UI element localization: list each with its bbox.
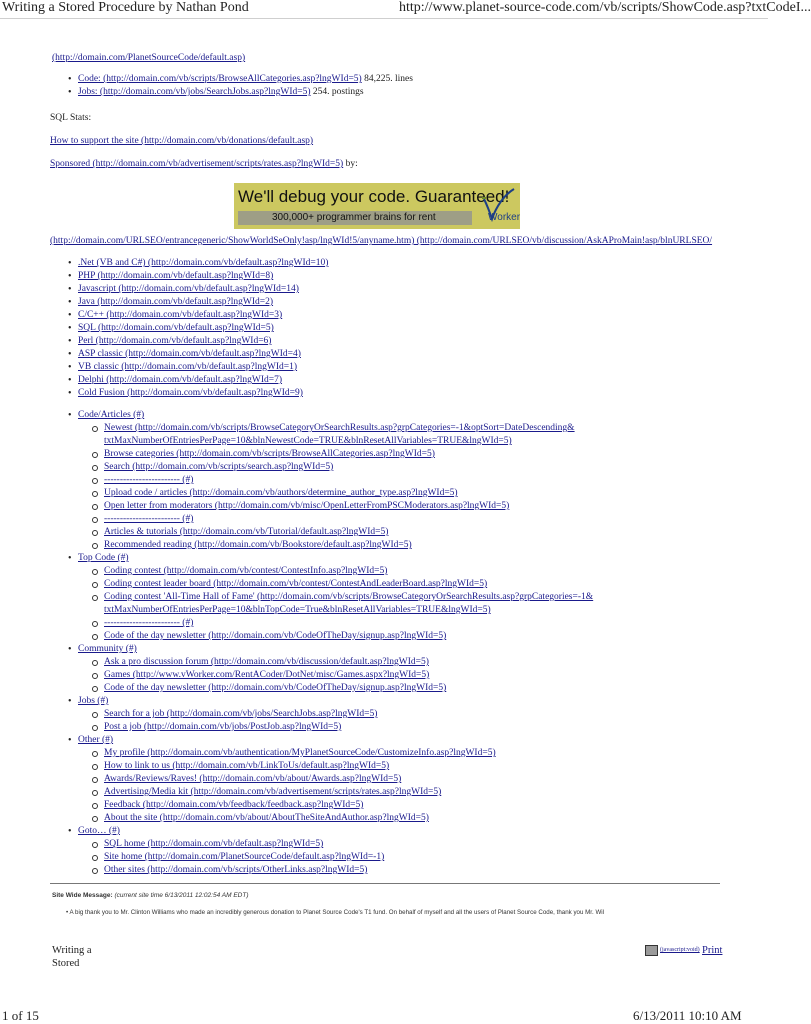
menu-item — [50, 591, 760, 617]
menu-group — [50, 825, 760, 877]
banner-subline: 300,000+ programmer brains for rent — [272, 212, 436, 223]
menu-item-link[interactable]: Coding contest (http://domain.com/vb/contest/ContestInfo.asp?lngWId=5) — [104, 566, 388, 576]
menu-group — [50, 643, 760, 695]
menu-item — [50, 682, 760, 695]
menu-group-link[interactable]: Community (#) — [78, 644, 137, 654]
menu-sublist — [50, 708, 760, 734]
menu-item-link[interactable]: ------------------------ (#) — [104, 618, 194, 628]
menu-sublist — [50, 565, 760, 643]
sponsored-row — [50, 158, 358, 171]
banner-logo-text: Worker — [488, 212, 521, 223]
menu-item-link[interactable]: SQL home (http://domain.com/vb/default.asp?lngWId=5) — [104, 839, 324, 849]
menu-item-link[interactable]: Code of the day newsletter (http://domain.com/vb/CodeOfTheDay/signup.asp?lngWId=5) — [104, 631, 447, 641]
printer-icon[interactable] — [645, 945, 658, 956]
print-javascript-link[interactable]: (javascript:void) — [660, 947, 700, 953]
document-title: Writing a Stored Procedure by Nathan Pond — [2, 0, 249, 15]
menu-item — [50, 747, 760, 760]
header-divider — [0, 18, 768, 19]
language-item — [50, 348, 750, 361]
language-item — [50, 309, 750, 322]
language-link[interactable]: Perl (http://domain.com/vb/default.asp?lngWId=6) — [78, 336, 272, 346]
menu-item — [50, 838, 760, 851]
menu-item-link[interactable]: Browse categories (http://domain.com/vb/scripts/BrowseAllCategories.asp?lngWId=5) — [104, 449, 435, 459]
language-link[interactable]: .Net (VB and C#) (http://domain.com/vb/default.asp?lngWId=10) — [78, 258, 329, 268]
urlseo-row — [50, 235, 768, 248]
menu-item-link[interactable]: Advertising/Media kit (http://domain.com/vb/advertisement/scripts/rates.asp?lngWId=5) — [104, 787, 442, 797]
menu-item-link[interactable]: Ask a pro discussion forum (http://domain.com/vb/discussion/default.asp?lngWId=5) — [104, 657, 429, 667]
language-link[interactable]: Delphi (http://domain.com/vb/default.asp?lngWId=7) — [78, 375, 283, 385]
menu-sublist — [50, 422, 760, 552]
language-item — [50, 283, 750, 296]
stat-item-jobs — [50, 86, 750, 99]
menu-item — [50, 565, 760, 578]
menu-group-link[interactable]: Goto… (#) — [78, 826, 120, 836]
urlseo-links[interactable]: (http://domain.com/URLSEO/entrancegeneric/ShowWorldSeOnly!asp/lngWId!5/anyname.htm) (http://domain.com/URLSEO/vb/discussion/AskAProMain!asp/blnURLSEO/ — [50, 236, 713, 246]
sponsored-suffix: by: — [343, 159, 358, 169]
menu-item — [50, 669, 760, 682]
menu-group — [50, 552, 760, 643]
menu-item — [50, 708, 760, 721]
language-link[interactable]: SQL (http://domain.com/vb/default.asp?lngWId=5) — [78, 323, 274, 333]
menu-item-link[interactable]: Feedback (http://domain.com/vb/feedback/feedback.asp?lngWId=5) — [104, 800, 364, 810]
menu-item-link[interactable]: txtMaxNumberOfEntriesPerPage=10&blnTopCode=True&blnResetAllVariables=TRUE&lngWId=5) — [104, 605, 491, 615]
menu-item — [50, 812, 760, 825]
banner-headline: We'll debug your code. Guaranteed! — [238, 187, 510, 206]
stat-code-count: 84,225. lines — [361, 74, 413, 84]
menu-item — [50, 786, 760, 799]
stat-jobs-link[interactable]: Jobs: (http://domain.com/vb/jobs/SearchJobs.asp?lngWId=5) — [78, 87, 311, 97]
site-menu-list — [50, 409, 760, 877]
menu-item — [50, 539, 760, 552]
menu-item — [50, 864, 760, 877]
document-url: http://www.planet-source-code.com/vb/scripts/ShowCode.asp?txtCodeI... — [399, 0, 811, 15]
menu-group-link[interactable]: Jobs (#) — [78, 696, 109, 706]
page-number: 1 of 15 — [2, 1008, 39, 1023]
menu-group — [50, 409, 760, 552]
menu-item-link[interactable]: Upload code / articles (http://domain.com/vb/authors/determine_author_type.asp?lngWId=5) — [104, 488, 458, 498]
stat-jobs-count: 254. postings — [310, 87, 364, 97]
menu-group — [50, 695, 760, 734]
menu-item-link[interactable]: ------------------------ (#) — [104, 514, 194, 524]
vworker-banner-ad[interactable] — [234, 183, 520, 229]
menu-item — [50, 500, 760, 513]
menu-item — [50, 773, 760, 786]
language-item — [50, 374, 750, 387]
language-link[interactable]: C/C++ (http://domain.com/vb/default.asp?lngWId=3) — [78, 310, 283, 320]
menu-item-link[interactable]: About the site (http://domain.com/vb/about/AboutTheSiteAndAuthor.asp?lngWId=5) — [104, 813, 429, 823]
menu-item-link[interactable]: Code of the day newsletter (http://domain.com/vb/CodeOfTheDay/signup.asp?lngWId=5) — [104, 683, 447, 693]
doc-label-line-2: Stored — [52, 958, 80, 969]
menu-item — [50, 513, 760, 526]
menu-item — [50, 656, 760, 669]
menu-item — [50, 448, 760, 461]
language-item — [50, 335, 750, 348]
language-item — [50, 361, 750, 374]
language-link[interactable]: Cold Fusion (http://domain.com/vb/default.asp?lngWId=9) — [78, 388, 303, 398]
top-link-row — [52, 52, 245, 65]
menu-sublist — [50, 747, 760, 825]
menu-item-link[interactable]: Search (http://domain.com/vb/scripts/search.asp?lngWId=5) — [104, 462, 334, 472]
menu-item-link[interactable]: Open letter from moderators (http://domain.com/vb/misc/OpenLetterFromPSCModerators.asp?lngWId=5) — [104, 501, 510, 511]
menu-item-link[interactable]: Search for a job (http://domain.com/vb/jobs/SearchJobs.asp?lngWId=5) — [104, 709, 378, 719]
menu-group-link[interactable]: Top Code (#) — [78, 553, 129, 563]
stat-code-link[interactable]: Code: (http://domain.com/vb/scripts/BrowseAllCategories.asp?lngWId=5) — [78, 74, 362, 84]
doc-label — [52, 944, 92, 970]
menu-item — [50, 760, 760, 773]
menu-sublist — [50, 838, 760, 877]
menu-item — [50, 526, 760, 539]
site-message-divider — [50, 883, 720, 884]
language-item — [50, 387, 750, 400]
menu-item — [50, 721, 760, 734]
menu-item-link[interactable]: Newest (http://domain.com/vb/scripts/BrowseCategoryOrSearchResults.asp?grpCategories=-1&optSort=DateDescending& — [104, 423, 575, 433]
menu-item-link[interactable]: Articles & tutorials (http://domain.com/vb/Tutorial/default.asp?lngWId=5) — [104, 527, 389, 537]
menu-item — [50, 799, 760, 812]
language-item — [50, 270, 750, 283]
site-message-header — [52, 891, 249, 900]
menu-item-link[interactable]: txtMaxNumberOfEntriesPerPage=10&blnNewestCode=TRUE&blnResetAllVariables=TRUE&lngWId=5) — [104, 436, 512, 446]
sql-stats-label: SQL Stats: — [50, 113, 92, 123]
language-link[interactable]: PHP (http://domain.com/vb/default.asp?lngWId=8) — [78, 271, 274, 281]
menu-item — [50, 630, 760, 643]
menu-item-link[interactable]: Awards/Reviews/Raves! (http://domain.com/vb/about/Awards.asp?lngWId=5) — [104, 774, 402, 784]
planet-source-code-home-link[interactable]: (http://domain.com/PlanetSourceCode/default.asp) — [52, 53, 246, 63]
language-link[interactable]: Java (http://domain.com/vb/default.asp?lngWId=2) — [78, 297, 274, 307]
language-list — [50, 257, 750, 400]
site-message-label: Site Wide Message: — [52, 892, 113, 899]
menu-item-link[interactable]: Coding contest leader board (http://domain.com/vb/contest/ContestAndLeaderBoard.asp?lngWId=5) — [104, 579, 488, 589]
menu-item-link[interactable]: My profile (http://domain.com/vb/authentication/MyPlanetSourceCode/CustomizeInfo.asp?lngWId=5) — [104, 748, 496, 758]
menu-item — [50, 474, 760, 487]
language-item — [50, 322, 750, 335]
support-link[interactable]: How to support the site (http://domain.com/vb/donations/default.asp) — [50, 136, 314, 146]
menu-group — [50, 734, 760, 825]
menu-item — [50, 851, 760, 864]
print-control[interactable] — [645, 944, 722, 958]
menu-item — [50, 487, 760, 500]
menu-item — [50, 617, 760, 630]
print-datetime: 6/13/2011 10:10 AM — [633, 1008, 742, 1023]
sponsored-link[interactable]: Sponsored (http://domain.com/vb/advertisement/scripts/rates.asp?lngWId=5) — [50, 159, 344, 169]
language-item — [50, 257, 750, 270]
language-link[interactable]: ASP classic (http://domain.com/vb/default.asp?lngWId=4) — [78, 349, 301, 359]
site-message-body: A big thank you to Mr. Clinton Williams who made an incredibly generous donation to Planet Source Code's T1 fund. On behalf of myself and all the users of Planet Source Code, thank you Mr. Wil — [69, 909, 605, 916]
doc-label-line-1: Writing a — [52, 945, 92, 956]
print-link[interactable]: Print — [702, 945, 723, 956]
menu-item-link[interactable]: Other sites (http://domain.com/vb/scripts/OtherLinks.asp?lngWId=5) — [104, 865, 368, 875]
menu-item — [50, 578, 760, 591]
menu-group-link[interactable]: Other (#) — [78, 735, 114, 745]
menu-item-link[interactable]: Post a job (http://domain.com/vb/jobs/PostJob.asp?lngWId=5) — [104, 722, 342, 732]
menu-item-link[interactable]: Site home (http://domain.com/PlanetSourceCode/default.asp?lngWId=-1) — [104, 852, 385, 862]
menu-item-link[interactable]: Games (http://www.vWorker.com/RentACoder/DotNet/misc/Games.aspx?lngWId=5) — [104, 670, 430, 680]
menu-item — [50, 461, 760, 474]
site-message-time: (current site time 6/13/2011 12:02:54 AM EDT) — [114, 892, 249, 899]
menu-item-link[interactable]: Recommended reading (http://domain.com/vb/Bookstore/default.asp?lngWId=5) — [104, 540, 412, 550]
language-item — [50, 296, 750, 309]
support-row — [50, 135, 313, 148]
menu-item — [50, 422, 760, 448]
menu-group-link[interactable]: Code/Articles (#) — [78, 410, 145, 420]
stat-item-code — [50, 73, 750, 86]
language-link[interactable]: VB classic (http://domain.com/vb/default.asp?lngWId=1) — [78, 362, 298, 372]
language-link[interactable]: Javascript (http://domain.com/vb/default.asp?lngWId=14) — [78, 284, 299, 294]
menu-item-link[interactable]: How to link to us (http://domain.com/vb/LinkToUs/default.asp?lngWId=5) — [104, 761, 390, 771]
menu-item-link[interactable]: ------------------------ (#) — [104, 475, 194, 485]
stats-list — [50, 73, 750, 99]
site-message-text: • A big thank you to Mr. Clinton Williams who made an incredibly generous donation to Planet Source Code's T1 fund. On behalf of myself and all the users of Planet Source Code, thank you Mr. Wil — [66, 909, 605, 916]
menu-sublist — [50, 656, 760, 695]
menu-item-link[interactable]: Coding contest 'All-Time Hall of Fame' (http://domain.com/vb/scripts/BrowseCategoryOrSearchResults.asp?grpCategories=-1& — [104, 592, 594, 602]
